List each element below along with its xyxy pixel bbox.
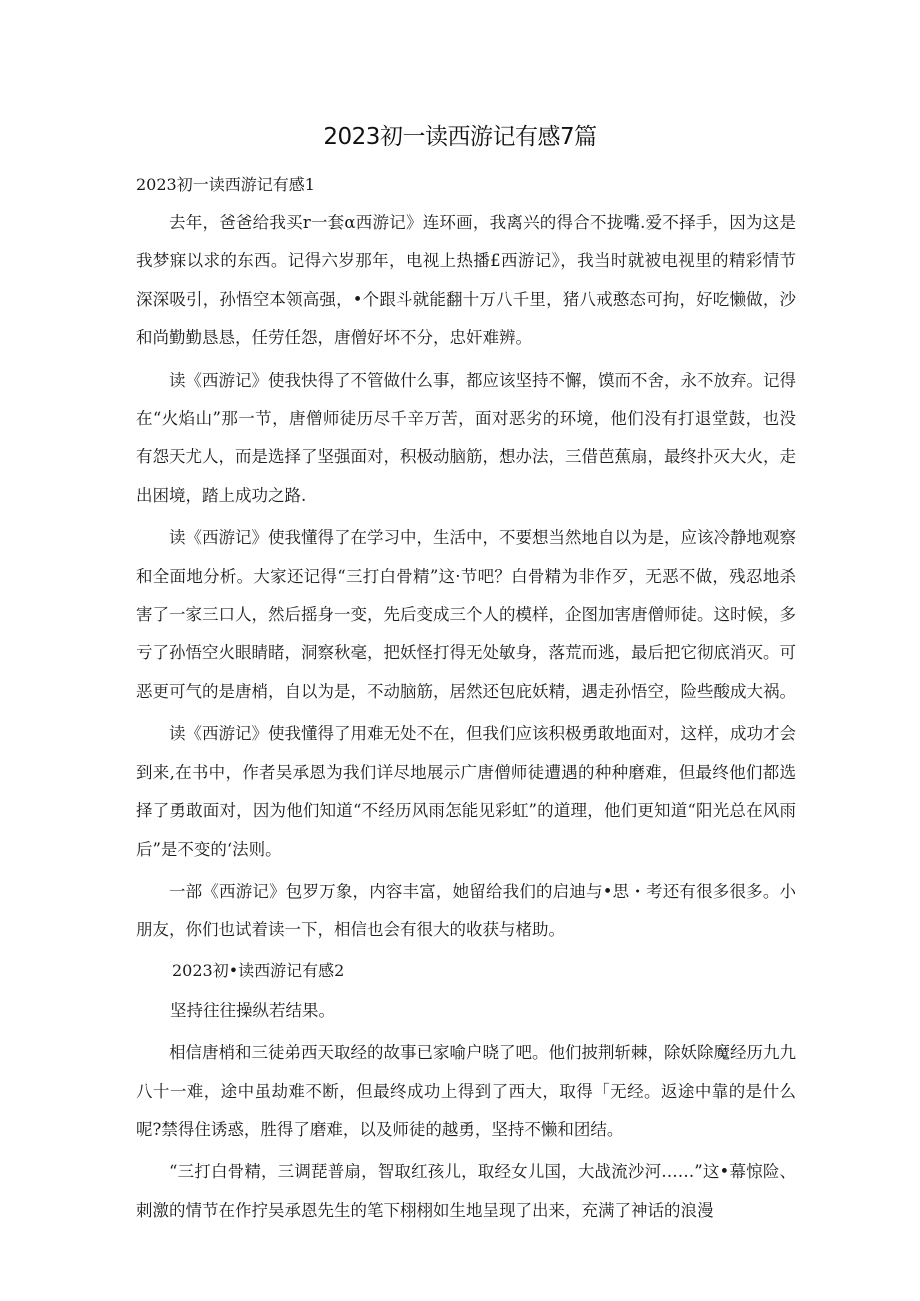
section-2-paragraph-2: 相信唐梢和三徒弟西天取经的故事已家喻户晓了吧。他们披荆斩棘，除妖除魔经历九九八十一难，途中虽劫难不断，但最终成功上得到了西大，取得「无经。返途中靠的是什么呢?禁得住诱惑，胜得了磨难，以及师徒的越勇，坚持不懒和团结。 [136, 1043, 796, 1139]
section-2-paragraph-3: “三打白骨精，三调琵普扇，智取红孩儿，取经女儿国，大战流沙河……”这•幕惊险、刺激的情节在作拧吴承恩先生的笔下栩栩如生地呈现了出来，充满了神话的浪漫 [136, 1162, 796, 1220]
section-1-paragraph-4: 读《西游记》使我懂得了用难无处不在，但我们应该积极勇敢地面对，这样，成功才会到来,在书中，作者吴承恩为我们详尽地展示广唐僧师徒遭遇的种种磨难，但最终他们都选择了勇敢面对，因为他们知道“不经历风雨怎能见彩虹”的道理，他们更知道“阳光总在风雨后”是不变的‘法则。 [136, 724, 796, 859]
section-1-paragraph-1: 去年，爸爸给我买r一套α西游记》连环画，我离兴的得合不拢嘴.爱不择手，因为这是我梦寐以求的东西。记得六岁那年，电视上热播£西游记》，我当时就被电视里的精彩情节深深吸引，孙悟空本领高强，•个跟斗就能翻十万八千里，猪八戒憨态可拘，好吃懒做，沙和尚勤勤恳恳，任劳任怨，唐僧好坏不分，忠奸难辨。 [136, 213, 796, 348]
section-1-paragraph-3: 读《西游记》使我懂得了在学习中，生活中，不要想当然地自以为是，应该冷静地观察和全面地分析。大家还记得“三打白骨精”这·节吧？白骨精为非作歹，无恶不做，残忍地杀害了一家三口人，然后摇身一变，先后变成三个人的模样，企图加害唐僧师徒。这时候，多亏了孙悟空火眼睛睹，洞察秋毫，把妖怪打得无处敏身，落荒而逃，最后把它彻底消灭。可恶更可气的是唐梢，自以为是，不动脑筋，居然还包庇妖精，遇走孙悟空，险些酸成大祸。 [136, 528, 796, 701]
section-1-paragraph-2: 读《西游记》使我快得了不管做什么事，都应该坚持不懈，馍而不舍，永不放弃。记得在“火焰山”那一节，唐僧师徒历尽千辛万苦，面对恶劣的环境，他们没有打退堂鼓，也没有怨天尤人，而是选择了坚强面对，积极动脑筋，想办法，三借芭蕉扇，最终扑灭大火，走出困境，踏上成功之路. [136, 370, 796, 505]
section-2-heading: 2023初•读西游记有感2 [172, 960, 345, 980]
section-1-paragraph-5: 一部《西游记》包罗万象，内容丰富，她留给我们的启迪与•思・考还有很多很多。小朋友，你们也试着读一下，相信也会有很大的收获与楮助。 [136, 881, 796, 940]
document-title: 2023初一读西游记有感7篇 [323, 124, 597, 150]
section-1-heading: 2023初一读西游记有感1 [136, 175, 315, 194]
document-body [136, 170, 796, 1234]
section-2-paragraph-1: 坚持往往操纵若结果。 [170, 1000, 335, 1020]
